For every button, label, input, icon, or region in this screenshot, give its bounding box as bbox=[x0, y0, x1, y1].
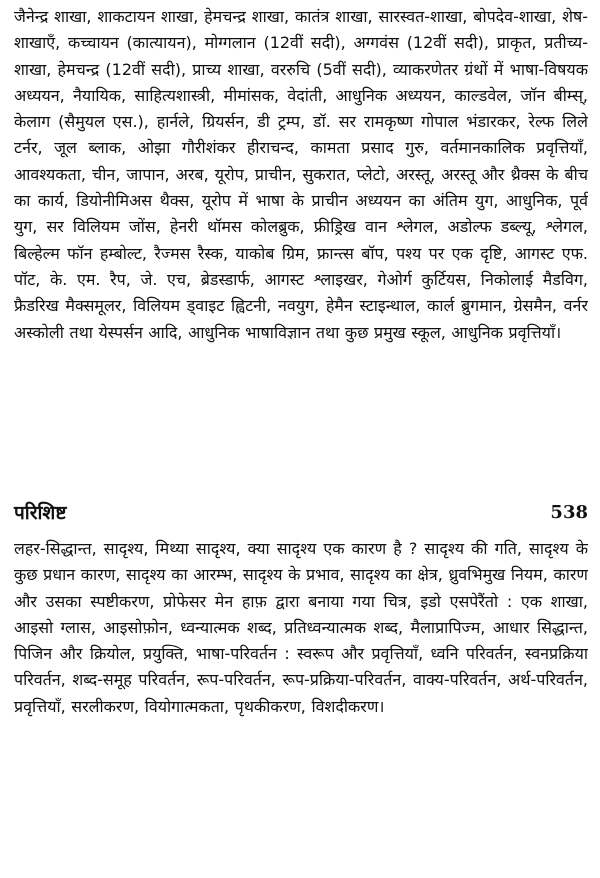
section-heading-row bbox=[14, 500, 588, 526]
contents-paragraph-appendix: लहर-सिद्धान्त, सादृश्य, मिथ्या सादृश्य, क्या सादृश्य एक कारण है ? सादृश्य की गति, सादृश्य के कुछ प्रधान कारण, सादृश्य का आरम्भ, सादृश्य के प्रभाव, सादृश्य का क्षेत्र, ध्रुवभिमुख नियम, कारण और उसका स्पष्टीकरण, प्रोफेसर मेन हाफ़ द्वारा बनाया गया चित्र, इडो एसपेरैंतो : एक शाखा, आइसो ग्लास, आइसोफ़ोन, ध्वन्यात्मक शब्द, प्रतिध्वन्यात्मक शब्द, मैलाप्रापिज्म, आधार सिद्धान्त, पिजिन और क्रियोल, प्रयुक्ति, भाषा-परिवर्तन : स्वरूप और प्रवृत्तियाँ, ध्वनि परिवर्तन, स्वनप्रक्रिया परिवर्तन, शब्द-समूह परिवर्तन, रूप-परिवर्तन, रूप-प्रक्रिया-परिवर्तन, वाक्य-परिवर्तन, अर्थ-परिवर्तन, प्रवृत्तियाँ, सरलीकरण, वियोगात्मकता, पृथकीकरण, विशदीकरण। bbox=[14, 539, 588, 716]
section-title: परिशिष्ट bbox=[14, 502, 67, 524]
contents-paragraph-top: जैनेन्द्र शाखा, शाकटायन शाखा, हेमचन्द्र शाखा, कातंत्र शाखा, सारस्वत-शाखा, बोपदेव-शाखा, शेष-शाखाएँ, कच्चायन (कात्यायन), मोग्गलान (12वीं सदी), अग्गवंस (12वीं सदी), प्राकृत, प्रतीच्य-शाखा, हेमचन्द्र (12वीं सदी), प्राच्य शाखा, वररुचि (5वीं सदी), व्याकरणेतर ग्रंथों में भाषा-विषयक अध्ययन, नैयायिक, साहित्यशास्त्री, मीमांसक, वेदांती, आधुनिक अध्ययन, काल्डवेल, जॉन बीम्स्, केलाग (सैमुयल एस.), हार्नले, ग्रियर्सन, डी ट्रम्प, डॉ. सर रामकृष्ण गोपाल भंडारकर, रेल्फ लिले टर्नर, जूल ब्लाक, ओझा गौरीशंकर हीराचन्द, कामता प्रसाद गुरु, वर्तमानकालिक प्रवृत्तियाँ, आवश्यकता, चीन, जापान, अरब, यूरोप, प्राचीन, सुकरात, प्लेटो, अरस्तू, अरस्तू और थ्रैक्स के बीच का कार्य, डियोनीमिअस थैक्स, यूरोप में भाषा के प्राचीन अध्ययन का अंतिम युग, आधुनिक, पूर्व युग, सर विलियम जोंस, हेनरी थॉमस कोलब्रुक, फ्रीड्रिख वान श्लेगल, अडोल्फ डब्ल्यू, श्लेगल, बिल्हेल्म फॉन हम्बोल्ट, रैज्मस रैस्क, याकोब ग्रिम, फ्रान्त्स बॉप, पश्य पर एक दृष्टि, आगस्ट एफ. पॉट, के. एम. रैप, जे. एच, ब्रेडस्डार्फ, आगस्ट श्लाइखर, गेओर्ग कुर्टियस, निकोलाई मैडविग, फ्रैडरिख मैक्समूलर, विलियम ड्वाइट ह्विटनी, नवयुग, हेमैन स्टाइन्थाल, कार्ल ब्रुगमान, ग्रेसमैन, वर्नर अस्कोली तथा येस्पर्सन आदि, आधुनिक भाषाविज्ञान तथा कुछ प्रमुख स्कूल, आधुनिक प्रवृत्तियाँ। bbox=[14, 7, 588, 342]
book-page bbox=[14, 4, 588, 796]
section-page-number: 538 bbox=[550, 502, 588, 523]
